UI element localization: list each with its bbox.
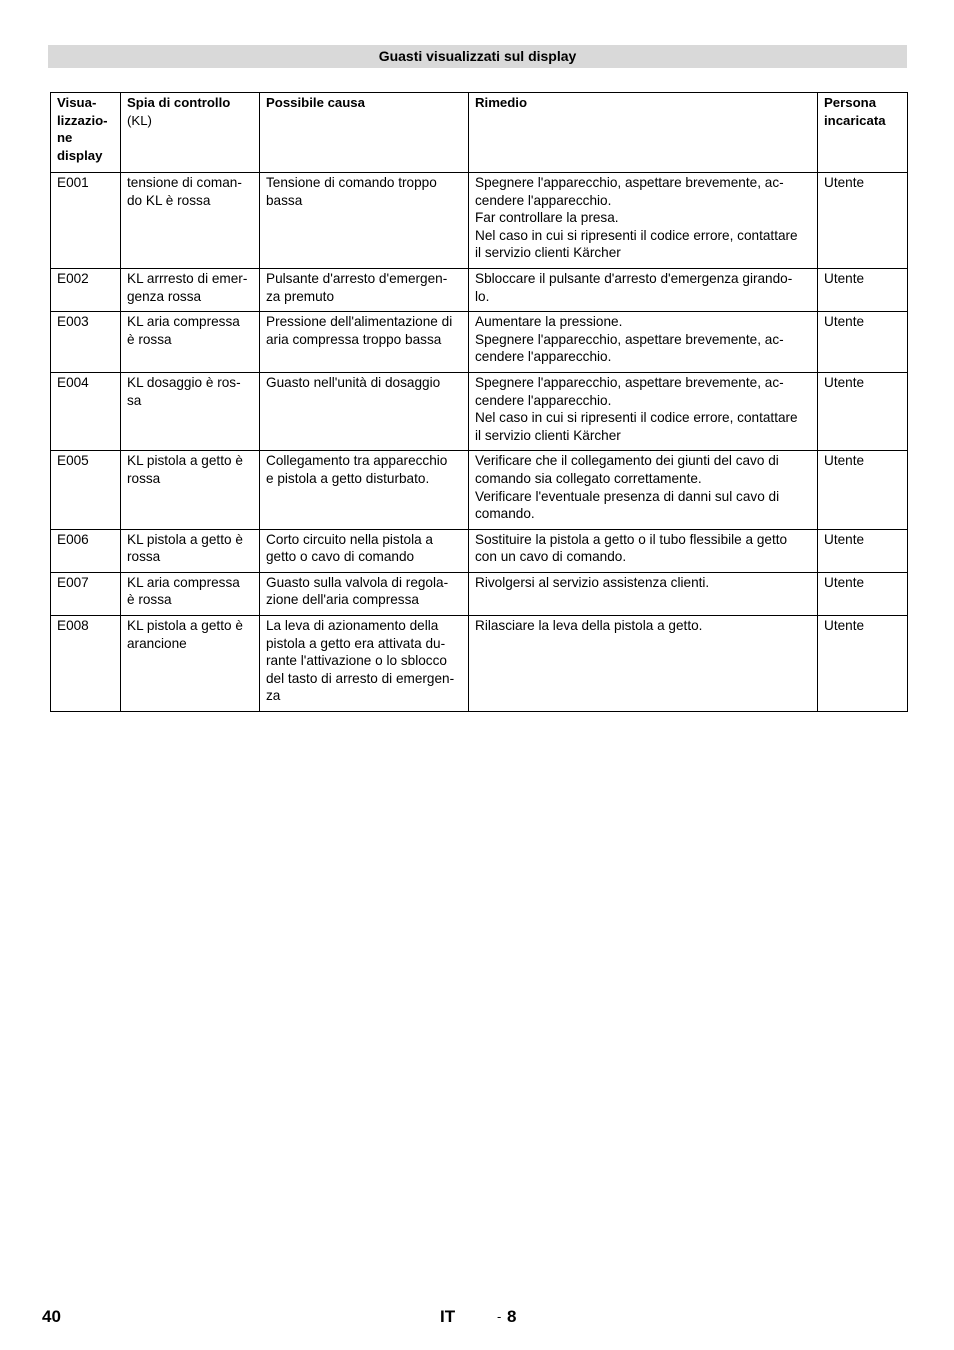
cell-code: E001 (51, 173, 121, 269)
cell-spia: KL aria compressa è rossa (121, 572, 260, 615)
cell-rimedio: Aumentare la pressione. Spegnere l'apparecchio, aspettare brevemente, ac- cendere l'apparecchio. (469, 312, 818, 373)
header-causa: Possibile causa (260, 93, 469, 173)
cell-rimedio: Rivolgersi al servizio assistenza clienti. (469, 572, 818, 615)
cell-persona: Utente (818, 572, 908, 615)
cell-code: E002 (51, 268, 121, 311)
table-row (51, 312, 908, 373)
table-row (51, 451, 908, 529)
header-display: Visua- lizzazio- ne display (51, 93, 121, 173)
table-row (51, 268, 908, 311)
cell-code: E004 (51, 372, 121, 450)
cell-spia: KL dosaggio è ros- sa (121, 372, 260, 450)
cell-spia: tensione di coman- do KL è rossa (121, 173, 260, 269)
section-title: Guasti visualizzati sul display (48, 45, 907, 68)
cell-spia: KL arrresto di emer- genza rossa (121, 268, 260, 311)
cell-code: E006 (51, 529, 121, 572)
cell-causa: Tensione di comando troppo bassa (260, 173, 469, 269)
table-row (51, 372, 908, 450)
cell-persona: Utente (818, 312, 908, 373)
cell-causa: Corto circuito nella pistola a getto o cavo di comando (260, 529, 469, 572)
footer-separator: - (497, 1309, 502, 1324)
cell-rimedio: Spegnere l'apparecchio, aspettare brevemente, ac- cendere l'apparecchio. Far controllare la presa. Nel caso in cui si ripresenti il codice errore, contattare il servizio clienti Kärcher (469, 173, 818, 269)
cell-rimedio: Spegnere l'apparecchio, aspettare brevemente, ac- cendere l'apparecchio. Nel caso in cui si ripresenti il codice errore, contattare il servizio clienti Kärcher (469, 372, 818, 450)
cell-spia: KL pistola a getto è arancione (121, 616, 260, 712)
header-spia: Spia di controllo (KL) (121, 93, 260, 173)
cell-persona: Utente (818, 372, 908, 450)
section-page-number: 8 (507, 1307, 517, 1326)
cell-persona: Utente (818, 616, 908, 712)
cell-spia: KL pistola a getto è rossa (121, 451, 260, 529)
cell-code: E005 (51, 451, 121, 529)
cell-persona: Utente (818, 173, 908, 269)
cell-rimedio: Rilasciare la leva della pistola a getto. (469, 616, 818, 712)
table-header-row (51, 93, 908, 173)
cell-rimedio: Sbloccare il pulsante d'arresto d'emergenza girando- lo. (469, 268, 818, 311)
language-code: IT (440, 1307, 456, 1326)
header-rimedio: Rimedio (469, 93, 818, 173)
fault-table (50, 92, 908, 712)
cell-causa: Pulsante d'arresto d'emergen- za premuto (260, 268, 469, 311)
cell-code: E007 (51, 572, 121, 615)
cell-causa: Guasto nell'unità di dosaggio (260, 372, 469, 450)
cell-rimedio: Sostituire la pistola a getto o il tubo flessibile a getto con un cavo di comando. (469, 529, 818, 572)
table-row (51, 572, 908, 615)
table-row (51, 616, 908, 712)
cell-code: E003 (51, 312, 121, 373)
header-persona: Persona incaricata (818, 93, 908, 173)
cell-persona: Utente (818, 268, 908, 311)
cell-causa: Guasto sulla valvola di regola- zione dell'aria compressa (260, 572, 469, 615)
cell-causa: Collegamento tra apparecchio e pistola a getto disturbato. (260, 451, 469, 529)
cell-causa: Pressione dell'alimentazione di aria compressa troppo bassa (260, 312, 469, 373)
table-row (51, 529, 908, 572)
cell-spia: KL aria compressa è rossa (121, 312, 260, 373)
page-number: 40 (42, 1307, 61, 1326)
cell-persona: Utente (818, 451, 908, 529)
cell-spia: KL pistola a getto è rossa (121, 529, 260, 572)
cell-causa: La leva di azionamento della pistola a getto era attivata du- rante l'attivazione o lo sblocco del tasto di arresto di emergen- za (260, 616, 469, 712)
cell-persona: Utente (818, 529, 908, 572)
cell-rimedio: Verificare che il collegamento dei giunti del cavo di comando sia collegato correttamente. Verificare l'eventuale presenza di danni sul cavo di comando. (469, 451, 818, 529)
table-row (51, 173, 908, 269)
cell-code: E008 (51, 616, 121, 712)
